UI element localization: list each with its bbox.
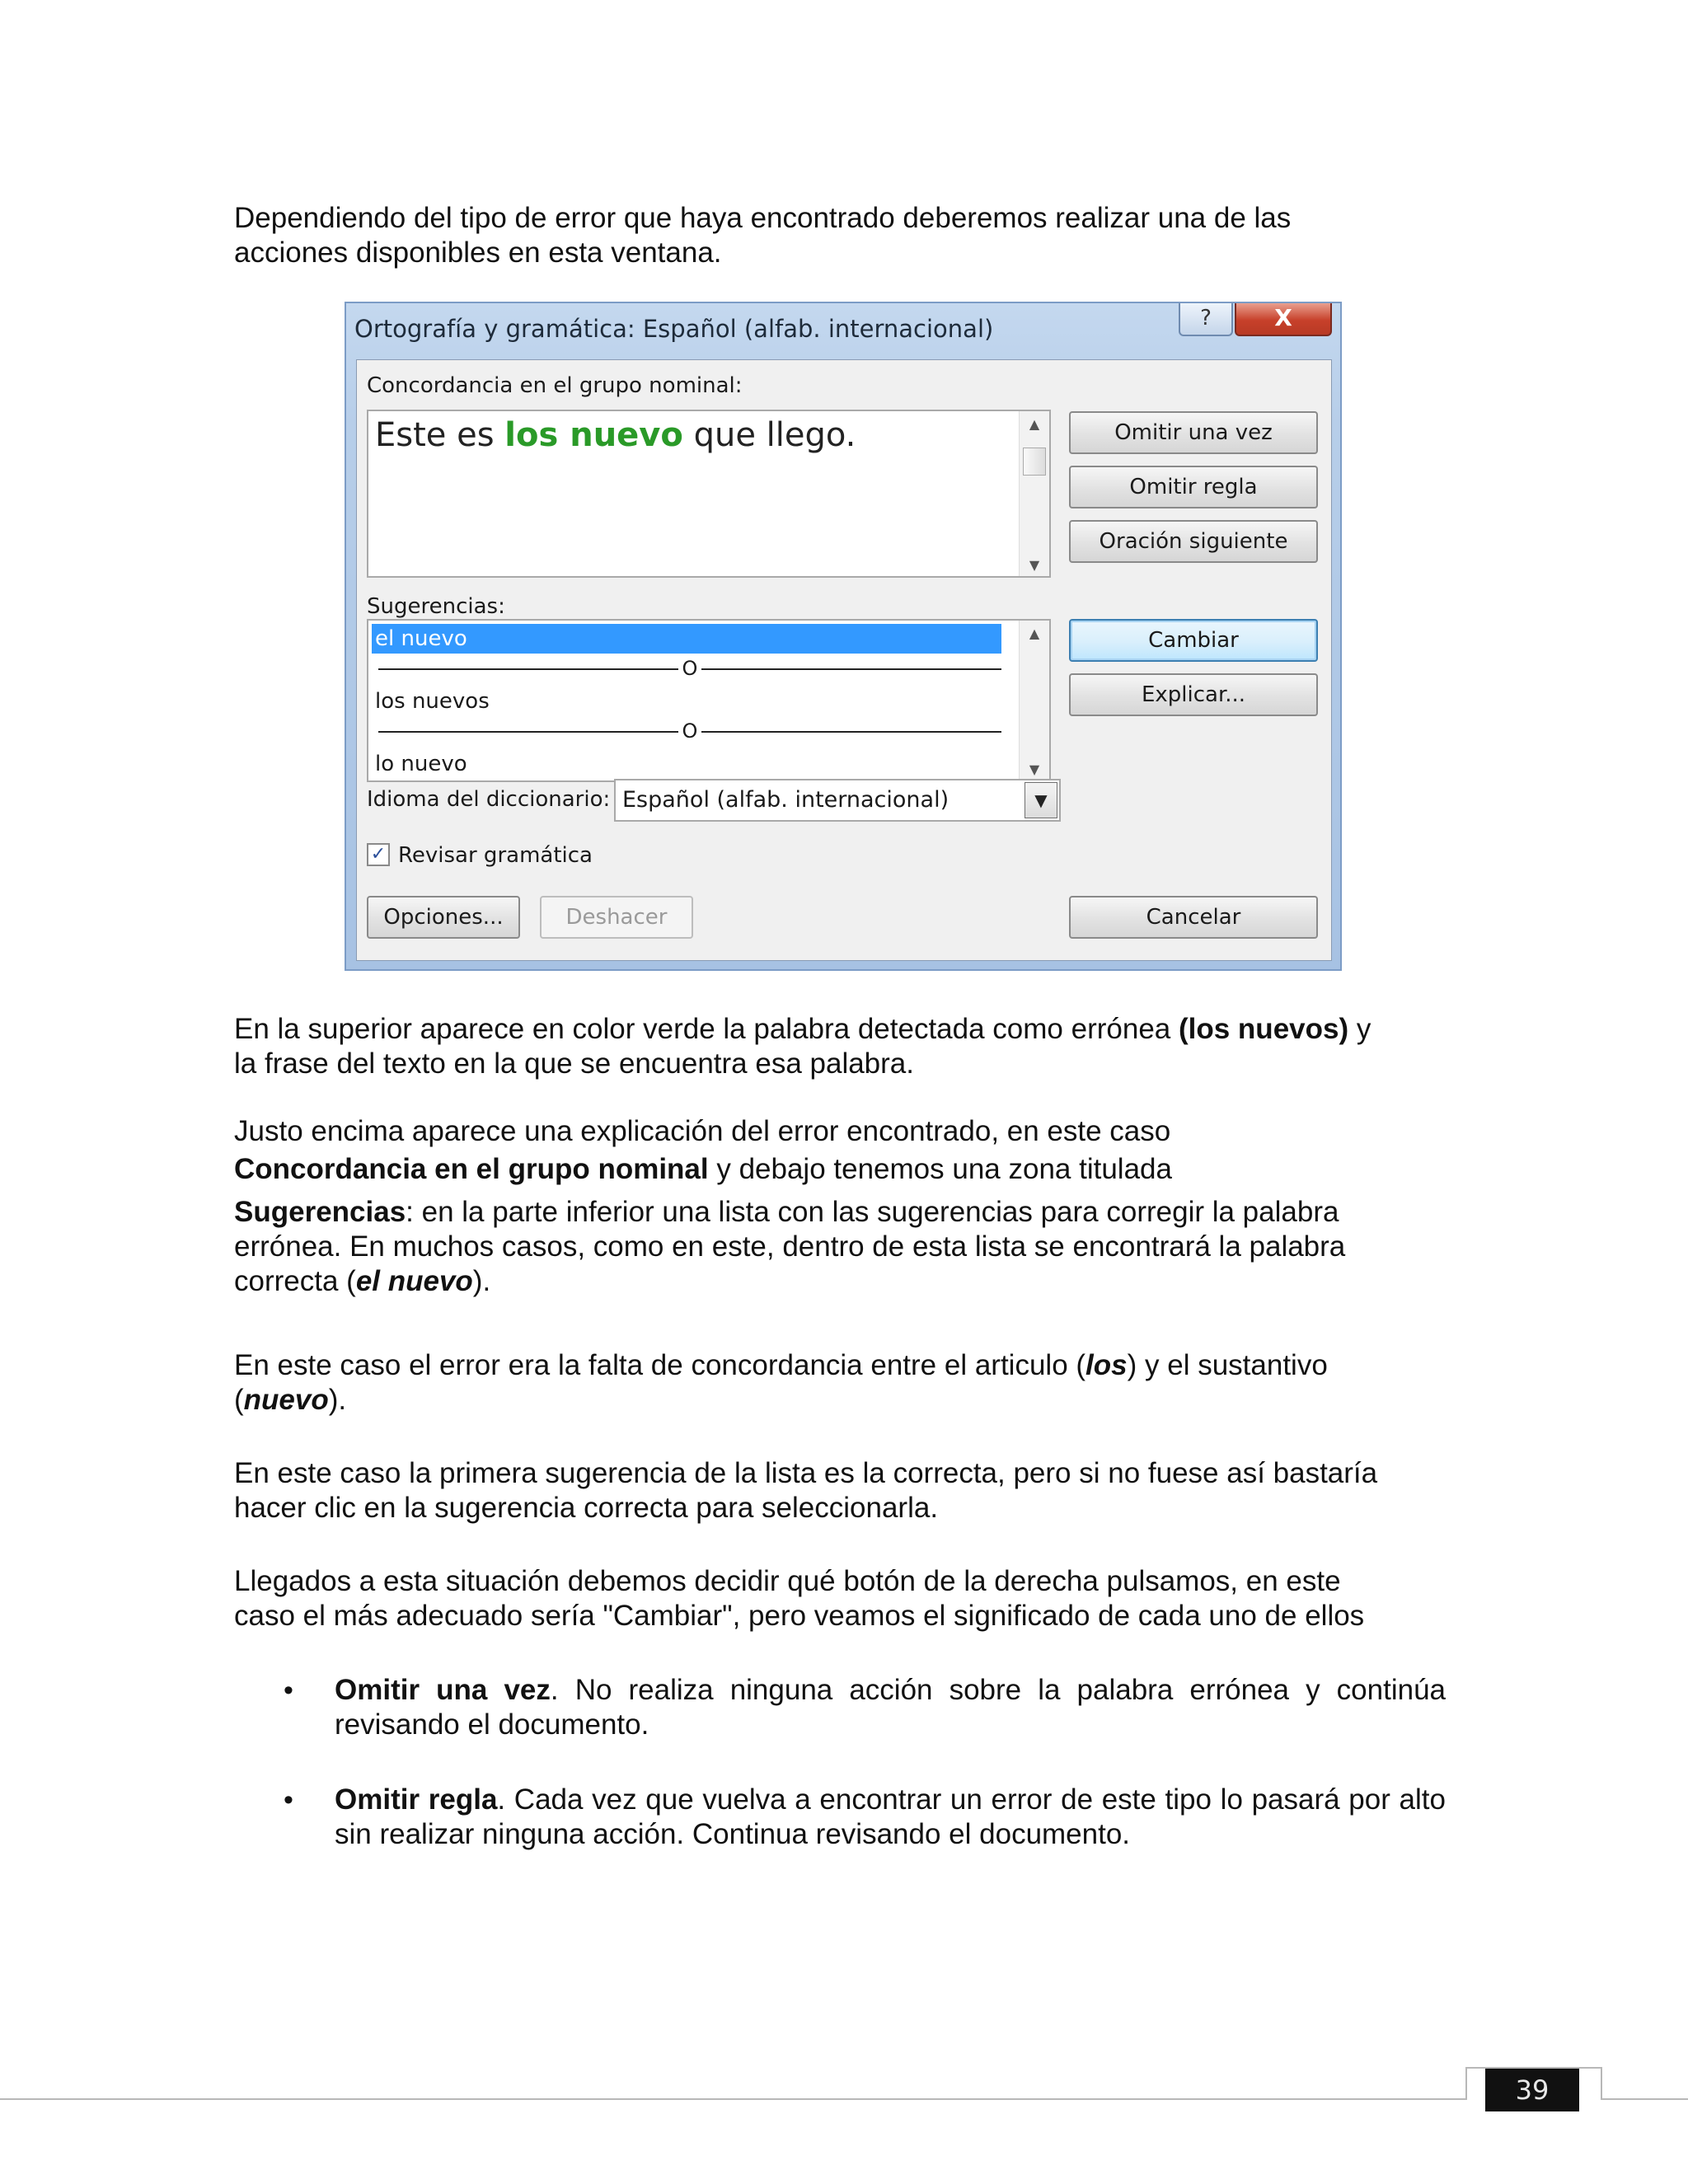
paragraph-line: la frase del texto en la que se encuentra esa palabra. [234,1047,914,1080]
check-grammar-label[interactable]: Revisar gramática [398,843,593,868]
undo-button[interactable]: Deshacer [540,896,693,939]
footer-rule [1601,2098,1688,2100]
scroll-thumb[interactable] [1023,448,1046,476]
suggestion-separator: O [378,657,1001,680]
page-number: 39 [1485,2069,1579,2111]
paragraph-3 [234,1348,1446,1418]
sentence-scrollbar[interactable] [1019,411,1049,576]
bullet-term: Omitir una vez [335,1674,551,1706]
paragraph-1 [234,1012,1446,1081]
dictionary-value: Español (alfab. internacional) [622,787,950,813]
paragraph-line: errónea. En muchos casos, como en este, dentro de esta lista se encontrará la palabra [234,1230,1346,1263]
paragraph-line: En este caso la primera sugerencia de la lista es la correcta, pero si no fuese así bastaría [234,1457,1378,1489]
scroll-up-icon[interactable]: ▲ [1029,416,1040,432]
sentence-before: Este es [375,416,505,454]
paragraph-line: Llegados a esta situación debemos decidir qué botón de la derecha pulsamos, en este [234,1565,1341,1597]
suggestion-separator: O [378,719,1001,743]
paragraph-line: En la superior aparece en color verde la palabra detectada como errónea (los nuevos) y [234,1013,1372,1045]
bullet-item [234,1673,1446,1742]
check-grammar-checkbox[interactable] [367,843,390,866]
sentence-after: que llego. [682,416,856,454]
change-button[interactable]: Cambiar [1069,619,1318,662]
paragraph-line: Sugerencias: en la parte inferior una lista con las sugerencias para corregir la palabra [234,1196,1339,1228]
paragraph-line: (nuevo). [234,1384,347,1416]
footer-rule [0,2098,1467,2100]
sentence-box[interactable] [367,410,1051,578]
bullet-list [234,1673,1446,1852]
dialog-body [356,359,1332,961]
suggestion-item[interactable]: los nuevos [375,689,490,714]
suggestions-scrollbar[interactable] [1019,621,1049,780]
error-type-label: Concordancia en el grupo nominal: [367,373,743,398]
bullet-item [234,1783,1446,1852]
paragraph-line: caso el más adecuado sería "Cambiar", pero veamos el significado de cada uno de ellos [234,1600,1365,1632]
paragraph-5 [234,1564,1446,1633]
next-sentence-button[interactable]: Oración siguiente [1069,520,1318,563]
bullet-text: . Cada vez que vuelva a encontrar un error de este tipo lo pasará por alto sin realizar ninguna acción. Continua revisando el documento. [335,1783,1446,1850]
scroll-down-icon[interactable]: ▼ [1029,557,1040,573]
close-icon: X [1274,304,1292,331]
error-sentence [375,416,856,454]
scroll-down-icon[interactable]: ▼ [1029,762,1040,777]
bullet-term: Omitir regla [335,1783,498,1816]
close-button[interactable] [1235,303,1332,336]
suggestion-item[interactable]: lo nuevo [375,752,467,776]
intro-line-2: acciones disponibles en esta ventana. [234,237,722,269]
suggestions-list[interactable] [367,619,1051,782]
options-button[interactable]: Opciones... [367,896,520,939]
dialog-title: Ortografía y gramática: Español (alfab. internacional) [354,315,994,343]
checkmark-icon: ✓ [370,844,387,865]
bullet-icon: • [284,1784,293,1816]
sentence-error-words: los nuevo [504,416,683,454]
paragraph-line: En este caso el error era la falta de concordancia entre el articulo (los) y el sustantivo [234,1349,1328,1381]
chevron-down-icon[interactable]: ▼ [1025,782,1057,818]
suggestion-item[interactable]: el nuevo [372,624,1001,654]
intro-line-1: Dependiendo del tipo de error que haya encontrado deberemos realizar una de las [234,202,1292,234]
help-icon: ? [1200,306,1212,330]
dictionary-label: Idioma del diccionario: [367,787,611,812]
cancel-button[interactable]: Cancelar [1069,896,1318,939]
intro-paragraph [234,201,1446,270]
paragraph-line: correcta (el nuevo). [234,1265,491,1297]
dictionary-select[interactable] [614,779,1061,822]
spelling-grammar-dialog [345,302,1342,971]
explain-button[interactable]: Explicar... [1069,673,1318,716]
paragraph-4 [234,1456,1446,1526]
help-button[interactable] [1179,303,1233,336]
bullet-text: . No realiza ninguna acción sobre la palabra errónea y continúa revisando el documento. [335,1674,1446,1741]
suggestions-label: Sugerencias: [367,594,505,619]
ignore-once-button[interactable]: Omitir una vez [1069,411,1318,454]
bullet-icon: • [284,1675,293,1706]
paragraph-line: hacer clic en la sugerencia correcta para seleccionarla. [234,1492,939,1524]
paragraph-2 [234,1114,1446,1299]
ignore-rule-button[interactable]: Omitir regla [1069,466,1318,509]
paragraph-line: Concordancia en el grupo nominal y debajo tenemos una zona titulada [234,1153,1172,1185]
paragraph-line: Justo encima aparece una explicación del error encontrado, en este caso [234,1115,1171,1147]
scroll-up-icon[interactable]: ▲ [1029,626,1040,641]
